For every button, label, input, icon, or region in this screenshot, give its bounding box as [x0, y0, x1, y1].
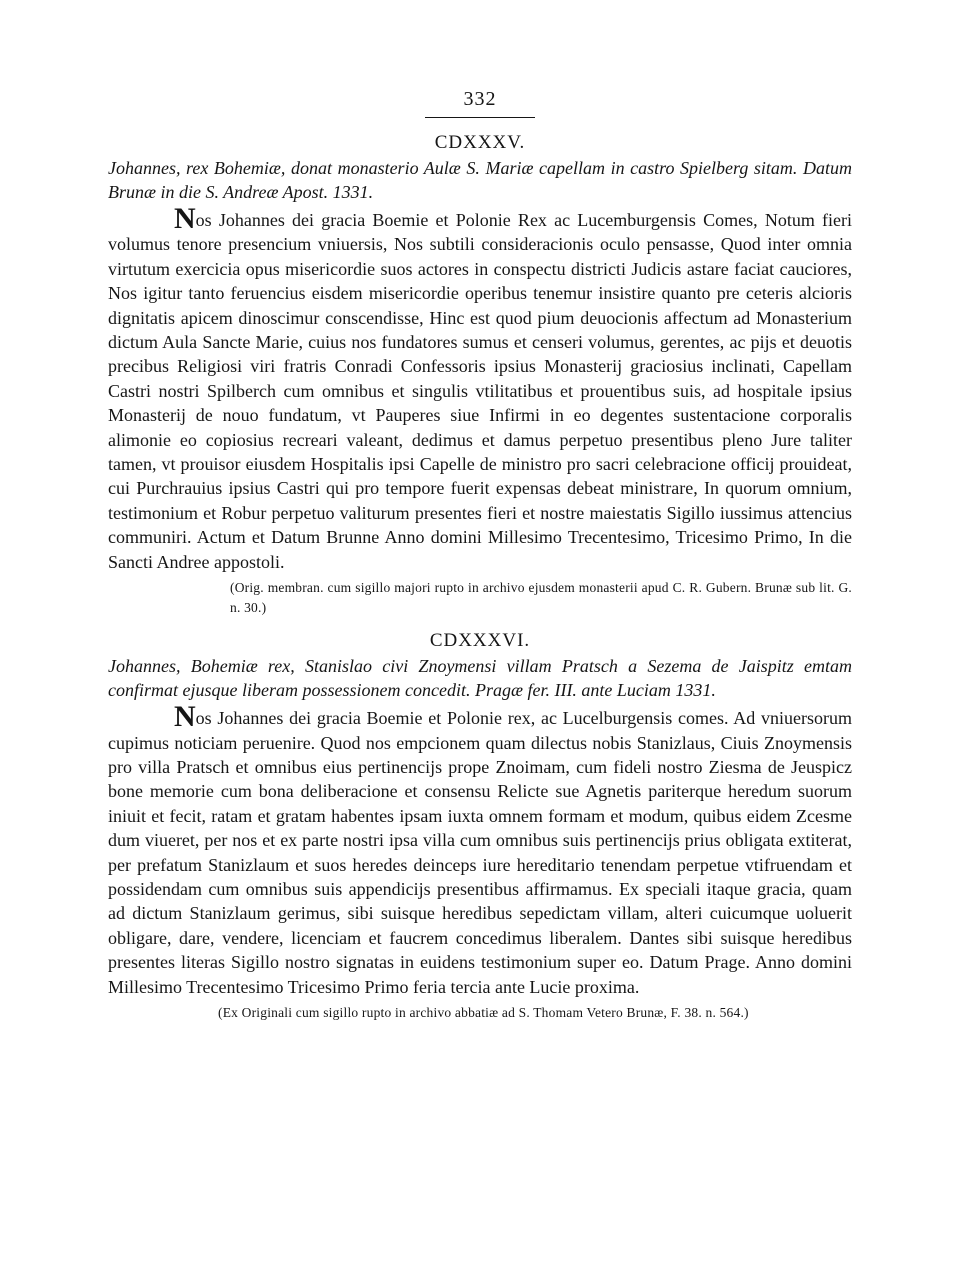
document-text — [108, 202, 852, 574]
page — [108, 88, 852, 1023]
document-body: os Johannes dei gracia Boemie et Polonie rex, ac Lucelburgensis comes. Ad vniuersorum cupimus noticiam peruenire. Quod nos empcionem quam dilectus nobis Stanizlaus, Ciuis Znoymensis pro villa Pratsch et omnibus eius pertinencijs prope Znoimam, cum fideli nostro Ziesma de Jeuspicz bone memorie cum bona deliberacione et consensu Relicte sue Agnetis pariterque heredum suorum iniuit et fecit, ratam et gratam habentes ipsam iuxta omnem formam et modum, quibus eidem Zcesme dum viueret, per nos et ex parte nostri ipsa villa cum omnibus suis pertinencijs prius obligata extiterat, per prefatum Stanizlaum et suos heredes deinceps iure hereditario tenendam perpetue vtifruendam et possidendam cum omnibus suis appendicijs presentibus affirmamus. Ex speciali itaque gracia, quam ad dictum Stanizlaum gerimus, sibi suisque heredibus sepedictam villam, alteri cuicumque uoluerit obligare, dare, vendere, licenciam et faucrem concedimus liberalem. Dantes sibi suisque heredibus presentes literas Sigillo nostro signatas in euidens testimonium super eo. Datum Prage. Anno domini Millesimo Trecentesimo Tricesimo Primo feria tercia ante Lucie proxima. — [108, 708, 852, 997]
source-note: (Orig. membran. cum sigillo majori rupto in archivo ejusdem monasterii apud C. R. Gubern. Brunæ sub lit. G. n. 30.) — [230, 580, 852, 616]
document-entry — [108, 132, 852, 618]
source-note: (Ex Originali cum sigillo rupto in archivo abbatiæ ad S. Thomam Vetero Brunæ, F. 38. n. 564.) — [218, 1004, 749, 1020]
document-summary: Johannes, rex Bohemiæ, donat monasterio Aulæ S. Mariæ capellam in castro Spielberg sitam. Datum Brunæ in die S. Andreæ Apost. 1331. — [108, 158, 852, 202]
document-body: os Johannes dei gracia Boemie et Polonie Rex ac Lucemburgensis Comes, Notum fieri volumus tenore presencium vniuersis, Nos subtili consideracionis oculo pensasse, Quod inter omnia virtutum exercicia opus misericordie suos actores in conspectu districti Judicis astare faciat cauciores, Nos igitur tanto feruencius eisdem misericordie operibus tenemur insistire quanto pre ceteris alcioris dignitatis apicem dinoscimur conscendisse, Hinc est quod pium deuocionis affectum ad Monasterium dictum Aula Sancte Marie, cuius nos fundatores sumus et censeri volumus, gerentes, ac pijs et deuotis precibus Religiosi viri fratris Conradi Confessoris ipsius Monasterij graciosius inclinati, Capellam Castri nostri Spilberch cum omnibus et singulis vtilitatibus et prouentibus suis, ad hospitale ipsius Monasterij de nouo fundatum, vt Pauperes siue Infirmi in eo degentes sustentacione corporalis alimonie eo copiosius recreari valeant, dedimus et damus perpetuo presentibus pleno Jure taliter tamen, vt prouisor eiusdem Hospitalis ipsi Capelle de ministro pro sacri celebracione officij prouideat, cui Purchrauius ipsius Castri qui pro tempore fuerit expensas debeat ministrare, In quorum omnium, testimonium et Robur perpetuo valiturum presentes fieri et nostre maiestatis Sigillo iussimus attencius communiri. Actum et Datum Brunne Anno domini Millesimo Trecentesimo, Tricesimo Primo, In die Sancti Andree appostoli. — [108, 210, 852, 572]
document-number: CDXXXV. — [434, 132, 526, 153]
document-entry — [108, 630, 852, 1023]
initial-letter: N — [174, 202, 196, 235]
document-text — [108, 700, 852, 999]
document-summary: Johannes, Bohemiæ rex, Stanislao civi Znoymensi villam Pratsch a Sezema de Jaispitz emtam confirmat ejusque liberam possessionem concedit. Pragæ fer. III. ante Luciam 1331. — [108, 656, 852, 701]
initial-letter: N — [174, 700, 196, 734]
document-number: CDXXXVI. — [429, 630, 531, 652]
page-number: 332 — [425, 88, 535, 118]
